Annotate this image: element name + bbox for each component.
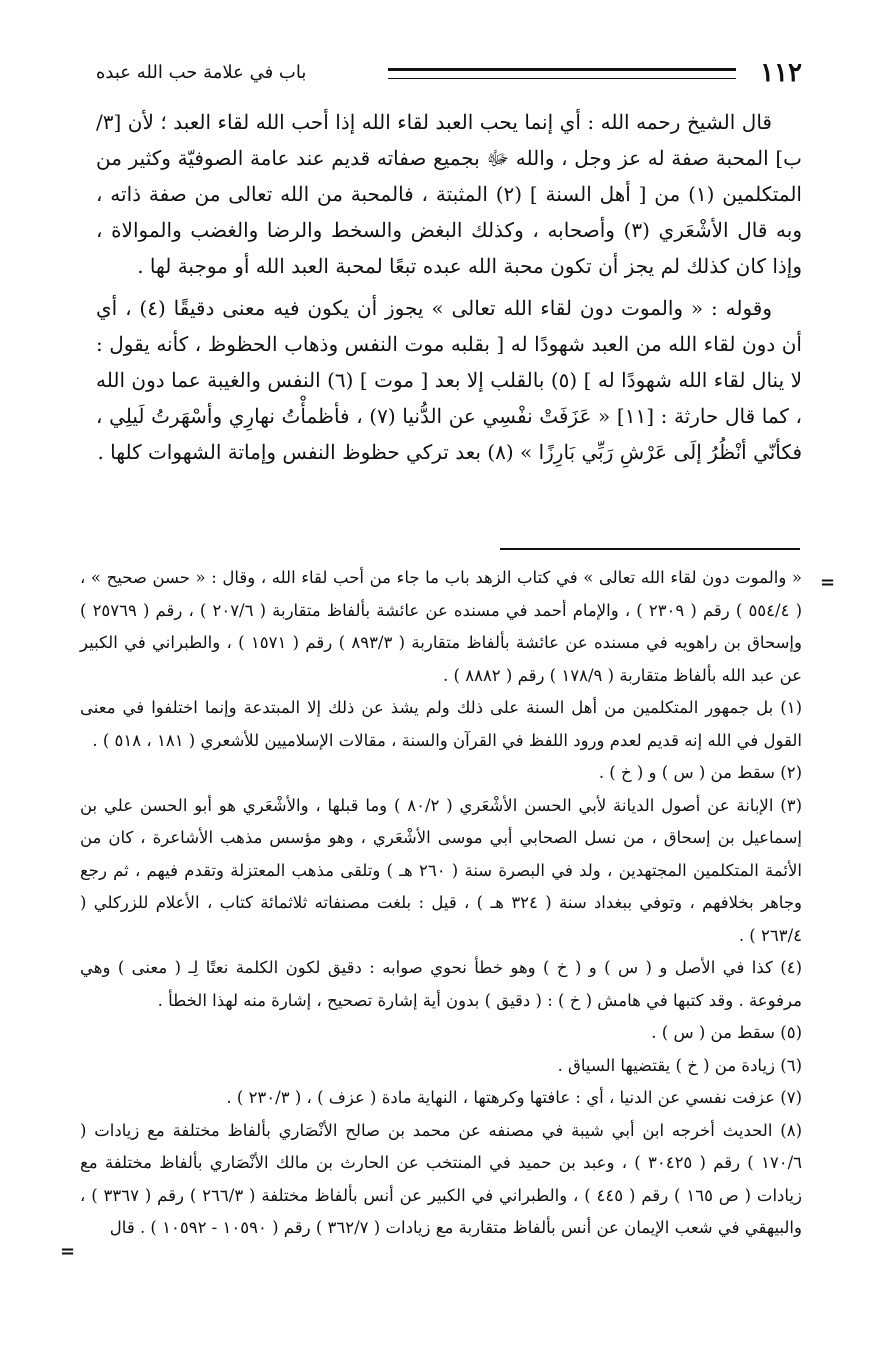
main-text <box>96 104 802 470</box>
page-number: ١١٢ <box>760 58 802 88</box>
footnote-separator <box>500 548 800 550</box>
footnote: (٥) سقط من ( س ) . <box>651 1023 802 1042</box>
footnote: (٧) عزفت نفسي عن الدنيا ، أي : عافتها وكرهتها ، النهاية مادة ( عزف ) ، ( ٢٣٠/٣ ) . <box>226 1088 802 1107</box>
paragraph-text: وقوله : « والموت دون لقاء الله تعالى » يجوز أن يكون فيه معنى دقيقًا (٤) ، أي أن دون لقاء الله من العبد شهودًا له [ بقلبه موت النفس وذهاب الحظوظ ، كأنه يقول : لا ينال لقاء الله شهودًا له ] (٥) بالقلب إلا بعد [ موت ] (٦) النفس والغيبة عما دون الله ، كما قال حارثة : [١١] « عَزَفَتْ نفْسِي عن الدُّنيا (٧) ، فأظمأْتُ نهارِي وأسْهَرتُ لَيلِي ، فكأنّي أنْظُرُ إلَى عَرْشِ رَبِّي بَارِزًا » (٨) بعد تركي حظوظ النفس وإماتة الشهوات كلها . <box>96 296 803 464</box>
continuation-mark-bottom: = <box>60 1241 76 1262</box>
body-paragraph <box>96 104 802 284</box>
continuation-mark-top: = <box>820 572 836 593</box>
footnote: (٦) زيادة من ( خ ) يقتضيها السياق . <box>557 1055 802 1075</box>
paragraph-text: قال الشيخ رحمه الله : أي إنما يحب العبد لقاء الله إذا أحب الله لقاء العبد ؛ لأن [٣/ب] المحبة صفة له عز وجل ، والله ﷻ بجميع صفاته قديم عند عامة الصوفيّة وكثير من المتكلمين (١) من [ أهل السنة ] (٢) المثبتة ، فالمحبة من الله تعالى من صفة ذاته ، وبه قال الأشْعَري (٣) وأصحابه ، وكذلك البغض والسخط والرضا والغضب والموالاة ، وإذا كان كذلك لم يجز أن تكون محبة الله عبده تبعًا لمحبة العبد الله أو موجبة لها . <box>96 110 802 278</box>
header-rule <box>388 68 736 79</box>
running-title: باب في علامة حب الله عبده <box>96 62 307 83</box>
page-header <box>96 56 802 94</box>
footnote: (٢) سقط من ( س ) و ( خ ) . <box>598 763 802 782</box>
footnote: (١) بل جمهور المتكلمين من أهل السنة على ذلك ولم يشذ عن ذلك إلا المبتدعة وإنما اختلفوا في معنى القول في الله إنه قديم لعدم ورود اللفظ في القرآن والسنة ، مقالات الإسلاميين للأشعري ( ١٨١ ، ٥١٨ ) . <box>80 698 802 750</box>
body-paragraph <box>96 290 802 470</box>
footnote: (٤) كذا في الأصل و ( س ) و ( خ ) وهو خطأ نحوي صوابه : دقيق لكون الكلمة نعتًا لِـ ( معنى ) وهي مرفوعة . وقد كتبها في هامش ( خ ) : ( دقيق ) بدون أية إشارة تصحيح ، إشارة منه لهذا الخطأ . <box>80 958 802 1010</box>
footnote: (٣) الإبانة عن أصول الديانة لأبي الحسن الأشْعَري ( ٨٠/٢ ) وما قبلها ، والأشْعَري هو أبو الحسن علي بن إسماعيل بن إسحاق ، من نسل الصحابي أبي موسى الأشْعَري ، وهو مؤسس مذهب الأشاعرة ، كان من الأئمة المتكلمين المجتهدين ، ولد في البصرة سنة ( ٢٦٠ هـ ) وتلقى مذهب المعتزلة وتقدم فيهم ، ثم رجع وجاهر بخلافهم ، وتوفي ببغداد سنة ( ٣٢٤ هـ ) ، قيل : بلغت مصنفاته ثلاثمائة كتاب ، الأعلام للزركلي ( ٢٦٣/٤ ) . <box>80 795 802 945</box>
footnotes <box>80 562 802 1245</box>
footnote: « والموت دون لقاء الله تعالى » في كتاب الزهد باب ما جاء من أحب لقاء الله ، وقال : « حسن صحيح » ، ( ٥٥٤/٤ ) رقم ( ٢٣٠٩ ) ، والإمام أحمد في مسنده عن عائشة بألفاظ متقاربة ( ٢٠٧/٦ ) ، رقم ( ٢٥٧٦٩ ) وإسحاق بن راهويه في مسنده عن عائشة بألفاظ متقاربة ( ٨٩٣/٣ ) رقم ( ١٥٧١ ) ، والطبراني في الكبير عن عبد الله بألفاظ متقاربة ( ١٧٨/٩ ) رقم ( ٨٨٨٢ ) . <box>80 568 803 685</box>
footnote: (٨) الحديث أخرجه ابن أبي شيبة في مصنفه عن محمد بن صالح الأنْصَاري بألفاظ مختلفة مع زيادات ( ١٧٠/٦ ) رقم ( ٣٠٤٢٥ ) ، وعبد بن حميد في المنتخب عن الحارث بن مالك الأنْصَاري بألفاظ مختلفة مع زيادات ( ص ١٦٥ ) رقم ( ٤٤٥ ) ، والطبراني في الكبير عن أنس بألفاظ مختلفة ( ٢٦٦/٣ ) رقم ( ٣٣٦٧ ) ، والبيهقي في شعب الإيمان عن أنس بألفاظ متقاربة مع زيادات ( ٣٦٢/٧ ) رقم ( ١٠٥٩٠ - ١٠٥٩٢ ) . قال <box>80 1120 802 1237</box>
